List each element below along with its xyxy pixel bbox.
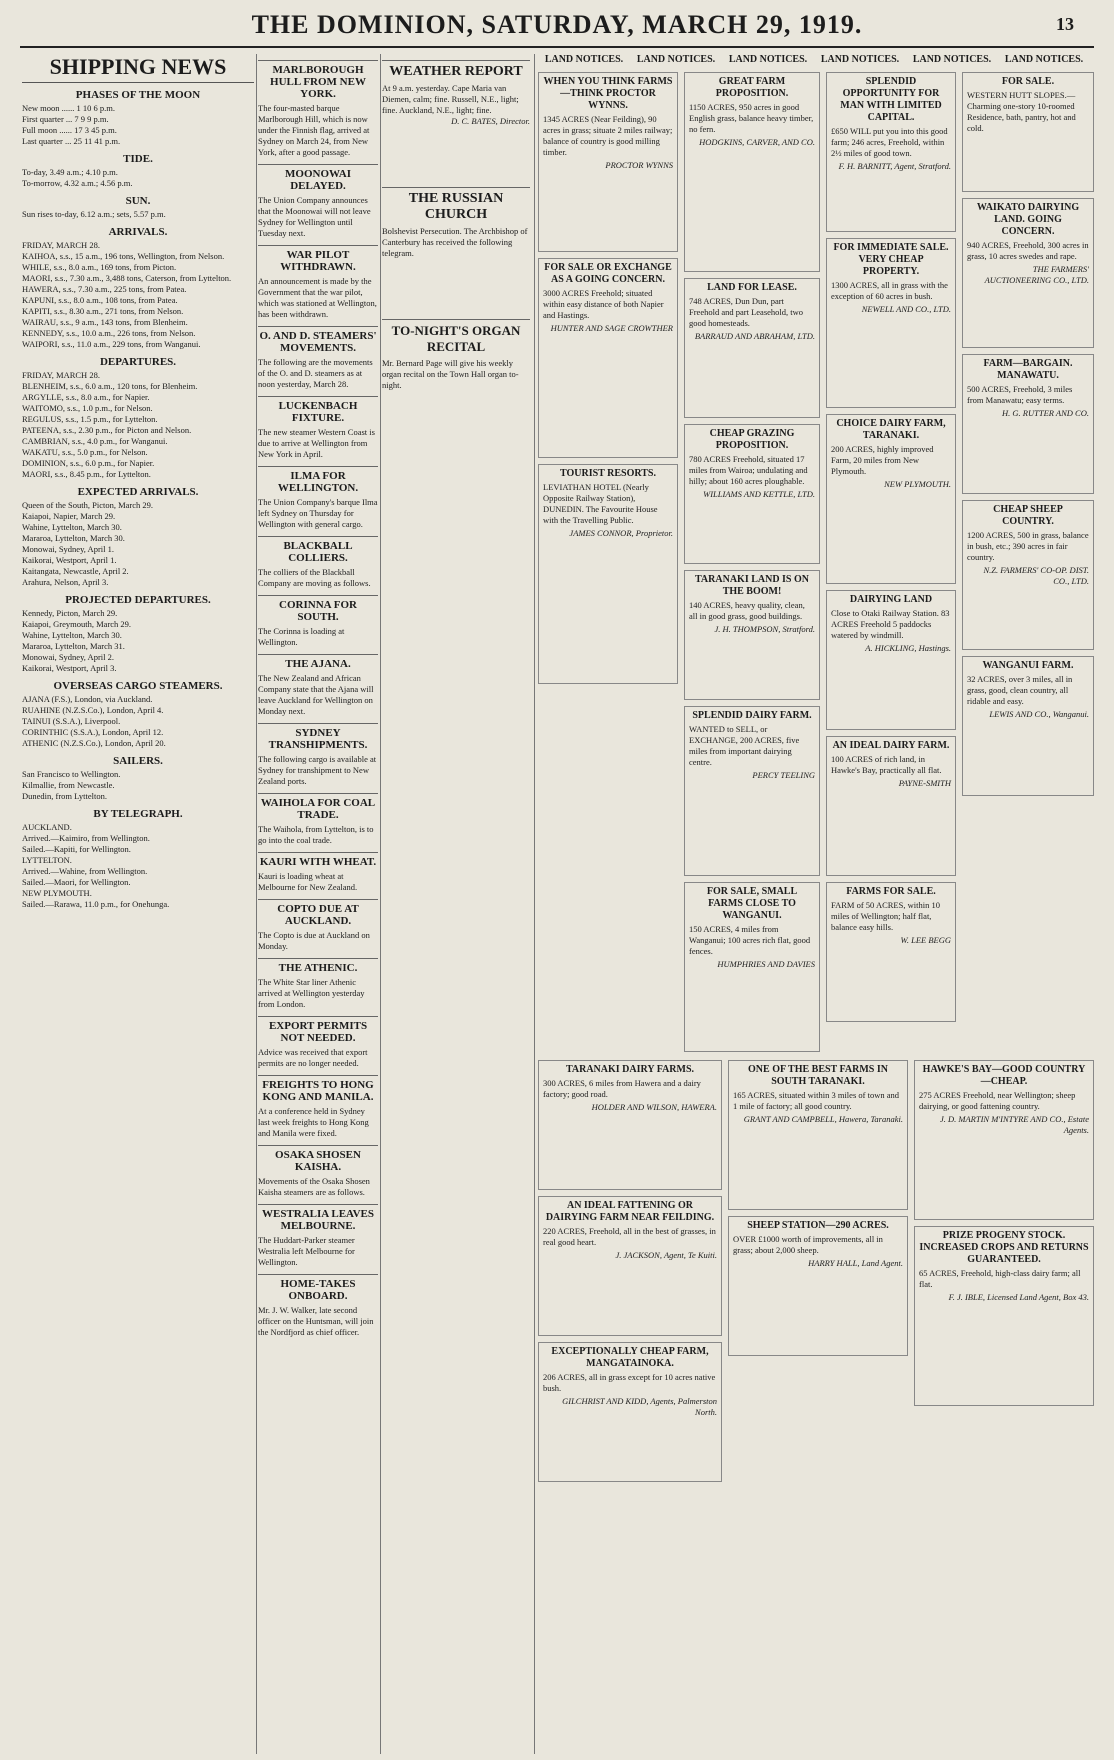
moon-line: Last quarter ... 25 11 41 p.m. [22, 136, 121, 146]
ad-footer: BARRAUD AND ABRAHAM, LTD. [694, 331, 815, 341]
sailers-heading: SAILERS. [113, 755, 163, 767]
classified-ad [826, 414, 956, 584]
ad-footer: HUNTER AND SAGE CROWTHER [550, 323, 673, 333]
classified-ad [914, 1226, 1094, 1406]
news-heading: MOONOWAI DELAYED. [258, 164, 378, 192]
ad-footer: J. D. MARTIN M'INTYRE AND CO., Estate Agents. [940, 1114, 1089, 1135]
ad-footer: W. LEE BEGG [900, 935, 951, 945]
ad-headline: HAWKE'S BAY—GOOD COUNTRY—CHEAP. [922, 1064, 1086, 1087]
church-heading: THE RUSSIAN CHURCH [382, 187, 530, 223]
projected-line: Mararoa, Lyttelton, March 31. [22, 641, 125, 651]
organ-heading: TO-NIGHT'S ORGAN RECITAL [382, 319, 530, 355]
column-rule [380, 54, 381, 1754]
overseas-heading: OVERSEAS CARGO STEAMERS. [53, 680, 223, 692]
overseas-line: ATHENIC (N.Z.S.Co.), London, April 20. [22, 738, 166, 748]
category-heading: LAND NOTICES. [820, 54, 900, 65]
overseas-line: AJANA (F.S.), London, via Auckland. [22, 694, 153, 704]
ad-headline: SPLENDID DAIRY FARM. [692, 710, 812, 721]
ad-footer: H. G. RUTTER AND CO. [1002, 408, 1089, 418]
departure-line: PATEENA, s.s., 2.30 p.m., for Picton and Nelson. [22, 425, 192, 435]
category-heading: LAND NOTICES. [636, 54, 716, 65]
ad-body: 300 ACRES, 6 miles from Hawera and a dairy factory; good road. [543, 1078, 701, 1099]
news-heading: WESTRALIA LEAVES MELBOURNE. [258, 1204, 378, 1232]
ad-body: 1200 ACRES, 500 in grass, balance in bush, etc.; 390 acres in fair country. [967, 530, 1089, 562]
sailer-line: Kilmallie, from Newcastle. [22, 780, 115, 790]
ad-footer: F. J. IBLE, Licensed Land Agent, Box 43. [948, 1292, 1089, 1302]
ad-headline: FARM—BARGAIN. MANAWATU. [983, 358, 1073, 381]
sailer-line: Dunedin, from Lyttelton. [22, 791, 107, 801]
arrival-line: MAORI, s.s., 7.30 a.m., 3,488 tons, Caterson, from Lyttelton. [22, 273, 232, 283]
ad-headline: AN IDEAL DAIRY FARM. [832, 740, 950, 751]
departure-line: DOMINION, s.s., 6.0 p.m., for Napier. [22, 458, 155, 468]
news-heading: OSAKA SHOSEN KAISHA. [258, 1145, 378, 1173]
ad-footer: F. H. BARNITT, Agent, Stratford. [838, 161, 951, 171]
ad-footer: J. H. THOMPSON, Stratford. [714, 624, 815, 634]
masthead-rule [20, 46, 1094, 48]
classified-ad [538, 1342, 722, 1482]
ad-footer: NEWELL AND CO., LTD. [861, 304, 951, 314]
classified-ad [962, 72, 1094, 192]
news-heading: BLACKBALL COLLIERS. [258, 536, 378, 564]
moon-heading: PHASES OF THE MOON [75, 89, 201, 101]
classified-ad [538, 72, 678, 252]
classified-ad [684, 882, 820, 1052]
sailer-line: San Francisco to Wellington. [22, 769, 121, 779]
classified-headers [538, 54, 1094, 68]
overseas-line: RUAHINE (N.Z.S.Co.), London, April 4. [22, 705, 164, 715]
classified-ad [962, 656, 1094, 796]
ad-headline: FOR SALE, SMALL FARMS CLOSE TO WANGANUI. [706, 886, 798, 921]
telegraph-line: Arrived.—Wahine, from Wellington. [22, 866, 148, 876]
ad-footer: HUMPHRIES AND DAVIES [717, 959, 815, 969]
tide-line: To-morrow, 4.32 a.m.; 4.56 p.m. [22, 178, 133, 188]
ad-headline: TOURIST RESORTS. [560, 468, 656, 479]
departure-line: BLENHEIM, s.s., 6.0 a.m., 120 tons, for Blenheim. [22, 381, 198, 391]
classified-ad [826, 72, 956, 232]
ad-body: 1300 ACRES, all in grass with the exception of 60 acres in bush. [831, 280, 948, 301]
ad-body: 200 ACRES, highly improved Farm, 20 miles from New Plymouth. [831, 444, 934, 476]
shipping-heading: SHIPPING NEWS [22, 54, 254, 83]
classified-ad [538, 464, 678, 684]
moon-line: New moon ...... 1 10 6 p.m. [22, 103, 116, 113]
news-text: The new steamer Western Coast is due to arrive at Wellington from New York in April. [258, 427, 375, 459]
departure-line: REGULUS, s.s., 1.5 p.m., for Lyttelton. [22, 414, 158, 424]
expected-line: Kaikorai, Westport, April 1. [22, 555, 117, 565]
news-heading: LUCKENBACH FIXTURE. [258, 396, 378, 424]
news-heading: WAIHOLA FOR COAL TRADE. [258, 793, 378, 821]
news-text: The following cargo is available at Sydney for transhipment to New Zealand ports. [258, 754, 377, 786]
ad-body: 748 ACRES, Dun Dun, part Freehold and part Leasehold, two good homesteads. [689, 296, 804, 328]
ad-footer: GRANT AND CAMPBELL, Hawera, Taranaki. [743, 1114, 903, 1124]
category-heading: LAND NOTICES. [728, 54, 808, 65]
shipping-news-column [258, 54, 378, 1754]
expected-line: Kaitangata, Newcastle, April 2. [22, 566, 129, 576]
ad-headline: FOR SALE OR EXCHANGE AS A GOING CONCERN. [544, 262, 672, 285]
tide-line: To-day, 3.49 a.m.; 4.10 p.m. [22, 167, 118, 177]
telegraph-line: Sailed.—Rarawa, 11.0 p.m., for Onehunga. [22, 899, 170, 909]
ad-body: 3000 ACRES Freehold; situated within easy distance of both Napier and Hastings. [543, 288, 664, 320]
classified-ad [538, 1196, 722, 1336]
telegraph-line: AUCKLAND. [22, 822, 72, 832]
news-heading: COPTO DUE AT AUCKLAND. [258, 899, 378, 927]
departure-line: ARGYLLE, s.s., 8.0 a.m., for Napier. [22, 392, 150, 402]
overseas-line: TAINUI (S.S.A.), Liverpool. [22, 716, 121, 726]
expected-line: Arahura, Nelson, April 3. [22, 577, 109, 587]
news-text: The Union Company's barque Ilma left Sydney on Thursday for Wellington with general cargo. [258, 497, 378, 529]
ad-footer: GILCHRIST AND KIDD, Agents, Palmerston North. [562, 1396, 717, 1417]
column-rule [534, 54, 535, 1754]
news-heading: O. AND D. STEAMERS' MOVEMENTS. [258, 326, 378, 354]
ad-footer: HARRY HALL, Land Agent. [808, 1258, 903, 1268]
ad-body: OVER £1000 worth of improvements, all in grass; about 2,000 sheep. [733, 1234, 883, 1255]
ad-headline: WANGANUI FARM. [982, 660, 1074, 671]
ad-headline: AN IDEAL FATTENING OR DAIRYING FARM NEAR FEILDING. [545, 1200, 715, 1223]
ad-headline: LAND FOR LEASE. [707, 282, 797, 293]
ad-body: 32 ACRES, over 3 miles, all in grass, good, clean country, all ridable and easy. [967, 674, 1073, 706]
ad-body: LEVIATHAN HOTEL (Nearly Opposite Railway Station), DUNEDIN. The Favourite House with the Travelling Public. [543, 482, 658, 525]
expected-line: Queen of the South, Picton, March 29. [22, 500, 154, 510]
ad-body: Close to Otaki Railway Station. 83 ACRES Freehold 5 paddocks watered by windmill. [831, 608, 950, 640]
projected-line: Monowai, Sydney, April 2. [22, 652, 115, 662]
ad-body: FARM of 50 ACRES, within 10 miles of Wellington; half flat, balance easy hills. [831, 900, 940, 932]
expected-line: Monowai, Sydney, April 1. [22, 544, 115, 554]
telegraph-line: LYTTELTON. [22, 855, 72, 865]
weather-column [382, 54, 530, 1754]
news-text: The New Zealand and African Company state that the Ajana will leave Auckland for Wellington on Monday next. [258, 673, 374, 716]
classified-ad [684, 278, 820, 418]
news-text: The Corinna is loading at Wellington. [258, 626, 345, 647]
ad-body: 780 ACRES Freehold, situated 17 miles from Wairoa; undulating and hilly; about 160 acres ploughable. [689, 454, 808, 486]
ad-body: 220 ACRES, Freehold, all in the best of grasses, in real good heart. [543, 1226, 716, 1247]
arrival-line: KAIHOA, s.s., 15 a.m., 196 tons, Wellington, from Nelson. [22, 251, 225, 261]
projected-heading: PROJECTED DEPARTURES. [65, 594, 211, 606]
weather-heading: WEATHER REPORT [382, 60, 530, 80]
weather-signature: D. C. BATES, Director. [451, 116, 530, 126]
ad-footer: PERCY TEELING [752, 770, 815, 780]
expected-line: Wahine, Lyttelton, March 30. [22, 522, 122, 532]
ad-headline: SPLENDID OPPORTUNITY FOR MAN WITH LIMITED CAPITAL. [840, 76, 942, 123]
ad-headline: WAIKATO DAIRYING LAND. GOING CONCERN. [976, 202, 1080, 237]
ad-headline: EXCEPTIONALLY CHEAP FARM, MANGATAINOKA. [551, 1346, 709, 1369]
category-heading: LAND NOTICES. [544, 54, 624, 65]
departure-line: WAITOMO, s.s., 1.0 p.m., for Nelson. [22, 403, 153, 413]
ad-body: 140 ACRES, heavy quality, clean, all in good grass, good buildings. [689, 600, 805, 621]
news-text: The White Star liner Athenic arrived at Wellington yesterday from London. [258, 977, 365, 1009]
classified-ad [538, 258, 678, 458]
departure-line: FRIDAY, MARCH 28. [22, 370, 100, 380]
sun-heading: SUN. [125, 195, 151, 207]
classified-ad [684, 570, 820, 700]
classified-ad [684, 424, 820, 564]
expected-line: Mararoa, Lyttelton, March 30. [22, 533, 125, 543]
ad-headline: FARMS FOR SALE. [846, 886, 936, 897]
ad-body: 150 ACRES, 4 miles from Wanganui; 100 acres rich flat, good fences. [689, 924, 811, 956]
news-text: An announcement is made by the Government that the war pilot, which was stationed at Wellington, has been withdrawn. [258, 276, 377, 319]
ad-headline: TARANAKI DAIRY FARMS. [565, 1064, 695, 1075]
ad-body: £650 WILL put you into this good farm; 246 acres, Freehold, within 2½ miles of good town. [831, 126, 948, 158]
departure-line: CAMBRIAN, s.s., 4.0 p.m., for Wanganui. [22, 436, 168, 446]
news-text: The Huddart-Parker steamer Westralia left Melbourne for Wellington. [258, 1235, 355, 1267]
masthead [0, 0, 1114, 48]
arrival-line: FRIDAY, MARCH 28. [22, 240, 100, 250]
news-text: Mr. J. W. Walker, late second officer on the Huntsman, will join the Nordfjord as chief officer. [258, 1305, 374, 1337]
ad-footer: JAMES CONNOR, Proprietor. [569, 528, 673, 538]
ad-body: 1345 ACRES (Near Feilding), 90 acres in grass; situate 2 miles railway; balance of country is good milling timber. [543, 114, 673, 157]
departure-line: MAORI, s.s., 8.45 p.m., for Lyttelton. [22, 469, 151, 479]
classified-ad [826, 882, 956, 1022]
arrival-line: WHILE, s.s., 8.0 a.m., 169 tons, from Picton. [22, 262, 177, 272]
telegraph-heading: BY TELEGRAPH. [93, 808, 183, 820]
arrival-line: WAIRAU, s.s., 9 a.m., 143 tons, from Blenheim. [22, 317, 188, 327]
news-text: The Union Company announces that the Moonowai will not leave Sydney for Wellington until Tuesday next. [258, 195, 371, 238]
ad-headline: CHEAP GRAZING PROPOSITION. [709, 428, 795, 451]
ad-headline: WHEN YOU THINK FARMS—THINK PROCTOR WYNNS. [543, 76, 673, 111]
telegraph-line: Sailed.—Kapiti, for Wellington. [22, 844, 131, 854]
departure-line: WAKATU, s.s., 5.0 p.m., for Nelson. [22, 447, 148, 457]
news-text: The Copto is due at Auckland on Monday. [258, 930, 370, 951]
telegraph-line: NEW PLYMOUTH. [22, 888, 92, 898]
arrival-line: HAWERA, s.s., 7.30 a.m., 225 tons, from Patea. [22, 284, 187, 294]
classified-ad [962, 354, 1094, 494]
classified-ad [538, 1060, 722, 1190]
organ-text: Mr. Bernard Page will give his weekly organ recital on the Town Hall organ to-night. [382, 358, 519, 390]
arrival-line: WAIPORI, s.s., 11.0 a.m., 229 tons, from Wanganui. [22, 339, 201, 349]
ad-body: 940 ACRES, Freehold, 300 acres in grass, 10 acres swedes and rape. [967, 240, 1089, 261]
tide-heading: TIDE. [123, 153, 153, 165]
ad-footer: LEWIS AND CO., Wanganui. [989, 709, 1089, 719]
expected-line: Kaiapoi, Napier, March 29. [22, 511, 116, 521]
news-text: The four-masted barque Marlborough Hill, which is now under the Finnish flag, arrived at Sydney on March 24, from New York, after a good passage. [258, 103, 370, 157]
classified-ad [684, 72, 820, 272]
arrival-line: KENNEDY, s.s., 10.0 a.m., 226 tons, from Nelson. [22, 328, 196, 338]
news-heading: KAURI WITH WHEAT. [258, 852, 378, 868]
projected-line: Kaiapoi, Greymouth, March 29. [22, 619, 132, 629]
news-heading: ILMA FOR WELLINGTON. [258, 466, 378, 494]
ad-headline: FOR SALE. [1001, 76, 1055, 87]
ad-headline: SHEEP STATION—290 ACRES. [747, 1220, 889, 1231]
shipping-column [22, 54, 254, 1754]
overseas-line: CORINTHIC (S.S.A.), London, April 12. [22, 727, 164, 737]
arrival-line: KAPUNI, s.s., 8.0 a.m., 108 tons, from Patea. [22, 295, 178, 305]
news-heading: HOME-TAKES ONBOARD. [258, 1274, 378, 1302]
church-text: Bolshevist Persecution. The Archbishop of Canterbury has received the following telegram. [382, 226, 528, 258]
ad-body: 165 ACRES, situated within 3 miles of town and 1 mile of factory; all good country. [733, 1090, 899, 1111]
ad-footer: N.Z. FARMERS' CO-OP. DIST. CO., LTD. [983, 565, 1089, 586]
telegraph-line: Sailed.—Maori, for Wellington. [22, 877, 131, 887]
news-heading: FREIGHTS TO HONG KONG AND MANILA. [258, 1075, 378, 1103]
arrivals-heading: ARRIVALS. [108, 226, 168, 238]
ad-footer: NEW PLYMOUTH. [884, 479, 951, 489]
ad-footer: WILLIAMS AND KETTLE, LTD. [703, 489, 815, 499]
ad-headline: GREAT FARM PROPOSITION. [715, 76, 789, 99]
classified-ad [826, 736, 956, 876]
classified-ad [914, 1060, 1094, 1220]
classified-ad [728, 1216, 908, 1356]
expected-heading: EXPECTED ARRIVALS. [77, 486, 199, 498]
classified-ad [728, 1060, 908, 1210]
column-rule [256, 54, 257, 1754]
classified-ad [826, 238, 956, 408]
ad-footer: HOLDER AND WILSON, HAWERA. [591, 1102, 717, 1112]
ad-headline: ONE OF THE BEST FARMS IN SOUTH TARANAKI. [748, 1064, 888, 1087]
news-text: Advice was received that export permits are no longer needed. [258, 1047, 368, 1068]
ad-footer: J. JACKSON, Agent, Te Kuiti. [615, 1250, 717, 1260]
news-heading: WAR PILOT WITHDRAWN. [258, 245, 378, 273]
ad-body: 206 ACRES, all in grass except for 10 acres native bush. [543, 1372, 716, 1393]
ad-headline: CHEAP SHEEP COUNTRY. [993, 504, 1063, 527]
ad-footer: HODGKINS, CARVER, AND CO. [699, 137, 815, 147]
ad-body: 1150 ACRES, 950 acres in good English grass, balance heavy timber, no fern. [689, 102, 814, 134]
ad-headline: PRIZE PROGENY STOCK. INCREASED CROPS AND RETURNS GUARANTEED. [919, 1230, 1089, 1265]
ad-body: WANTED to SELL, or EXCHANGE, 200 ACRES, five miles from important dairying centre. [689, 724, 800, 767]
ad-headline: TARANAKI LAND IS ON THE BOOM! [695, 574, 809, 597]
classified-ad [684, 706, 820, 876]
ad-footer: THE FARMERS' AUCTIONEERING CO., LTD. [984, 264, 1089, 285]
masthead-title: THE DOMINION, SATURDAY, MARCH 29, 1919. [251, 10, 863, 39]
projected-line: Kennedy, Picton, March 29. [22, 608, 118, 618]
ad-footer: PAYNE-SMITH [898, 778, 951, 788]
moon-line: First quarter ... 7 9 9 p.m. [22, 114, 109, 124]
news-text: Movements of the Osaka Shosen Kaisha steamers are as follows. [258, 1176, 370, 1197]
news-heading: THE AJANA. [258, 654, 378, 670]
moon-line: Full moon ...... 17 3 45 p.m. [22, 125, 117, 135]
news-heading: MARLBOROUGH HULL FROM NEW YORK. [258, 60, 378, 100]
ad-headline: CHOICE DAIRY FARM, TARANAKI. [836, 418, 946, 441]
classified-ad [826, 590, 956, 730]
ad-body: 275 ACRES Freehold, near Wellington; sheep dairying, or good fattening country. [919, 1090, 1076, 1111]
ad-body: 500 ACRES, Freehold, 3 miles from Manawatu; easy terms. [967, 384, 1073, 405]
news-text: The following are the movements of the O. and D. steamers as at noon yesterday, March 28. [258, 357, 373, 389]
projected-line: Kaikorai, Westport, April 3. [22, 663, 117, 673]
ad-footer: A. HICKLING, Hastings. [865, 643, 951, 653]
departures-heading: DEPARTURES. [99, 356, 177, 368]
news-text: At a conference held in Sydney last week freights to Hong Kong and Manila were fixed. [258, 1106, 369, 1138]
news-text: The Waihola, from Lyttelton, is to go into the coal trade. [258, 824, 374, 845]
weather-text: At 9 a.m. yesterday. Cape Maria van Diemen, calm; fine. Russell, N.E., light; fine. Auckland, N.E., light; fine. [382, 83, 519, 115]
page-number: 13 [1056, 14, 1074, 34]
news-heading: EXPORT PERMITS NOT NEEDED. [258, 1016, 378, 1044]
sun-line: Sun rises to-day, 6.12 a.m.; sets, 5.57 p.m. [22, 209, 166, 219]
classified-ad [962, 198, 1094, 348]
classified-ad [962, 500, 1094, 650]
category-heading: LAND NOTICES. [912, 54, 992, 65]
news-text: The colliers of the Blackball Company are moving as follows. [258, 567, 371, 588]
ad-headline: DAIRYING LAND [849, 594, 933, 605]
ad-body: 100 ACRES of rich land, in Hawke's Bay, practically all flat. [831, 754, 942, 775]
ad-body: WESTERN HUTT SLOPES.—Charming one-story 10-roomed Residence, bath, pantry, hot and cold. [967, 90, 1076, 133]
news-text: Kauri is loading wheat at Melbourne for New Zealand. [258, 871, 358, 892]
news-heading: SYDNEY TRANSHIPMENTS. [258, 723, 378, 751]
ad-footer: PROCTOR WYNNS [605, 160, 673, 170]
ad-body: 65 ACRES, Freehold, high-class dairy farm; all flat. [919, 1268, 1081, 1289]
category-heading: LAND NOTICES. [1004, 54, 1084, 65]
news-heading: CORINNA FOR SOUTH. [258, 595, 378, 623]
arrival-line: KAPITI, s.s., 8.30 a.m., 271 tons, from Nelson. [22, 306, 184, 316]
news-heading: THE ATHENIC. [258, 958, 378, 974]
ad-headline: FOR IMMEDIATE SALE. VERY CHEAP PROPERTY. [833, 242, 949, 277]
telegraph-line: Arrived.—Kaimiro, from Wellington. [22, 833, 150, 843]
projected-line: Wahine, Lyttelton, March 30. [22, 630, 122, 640]
